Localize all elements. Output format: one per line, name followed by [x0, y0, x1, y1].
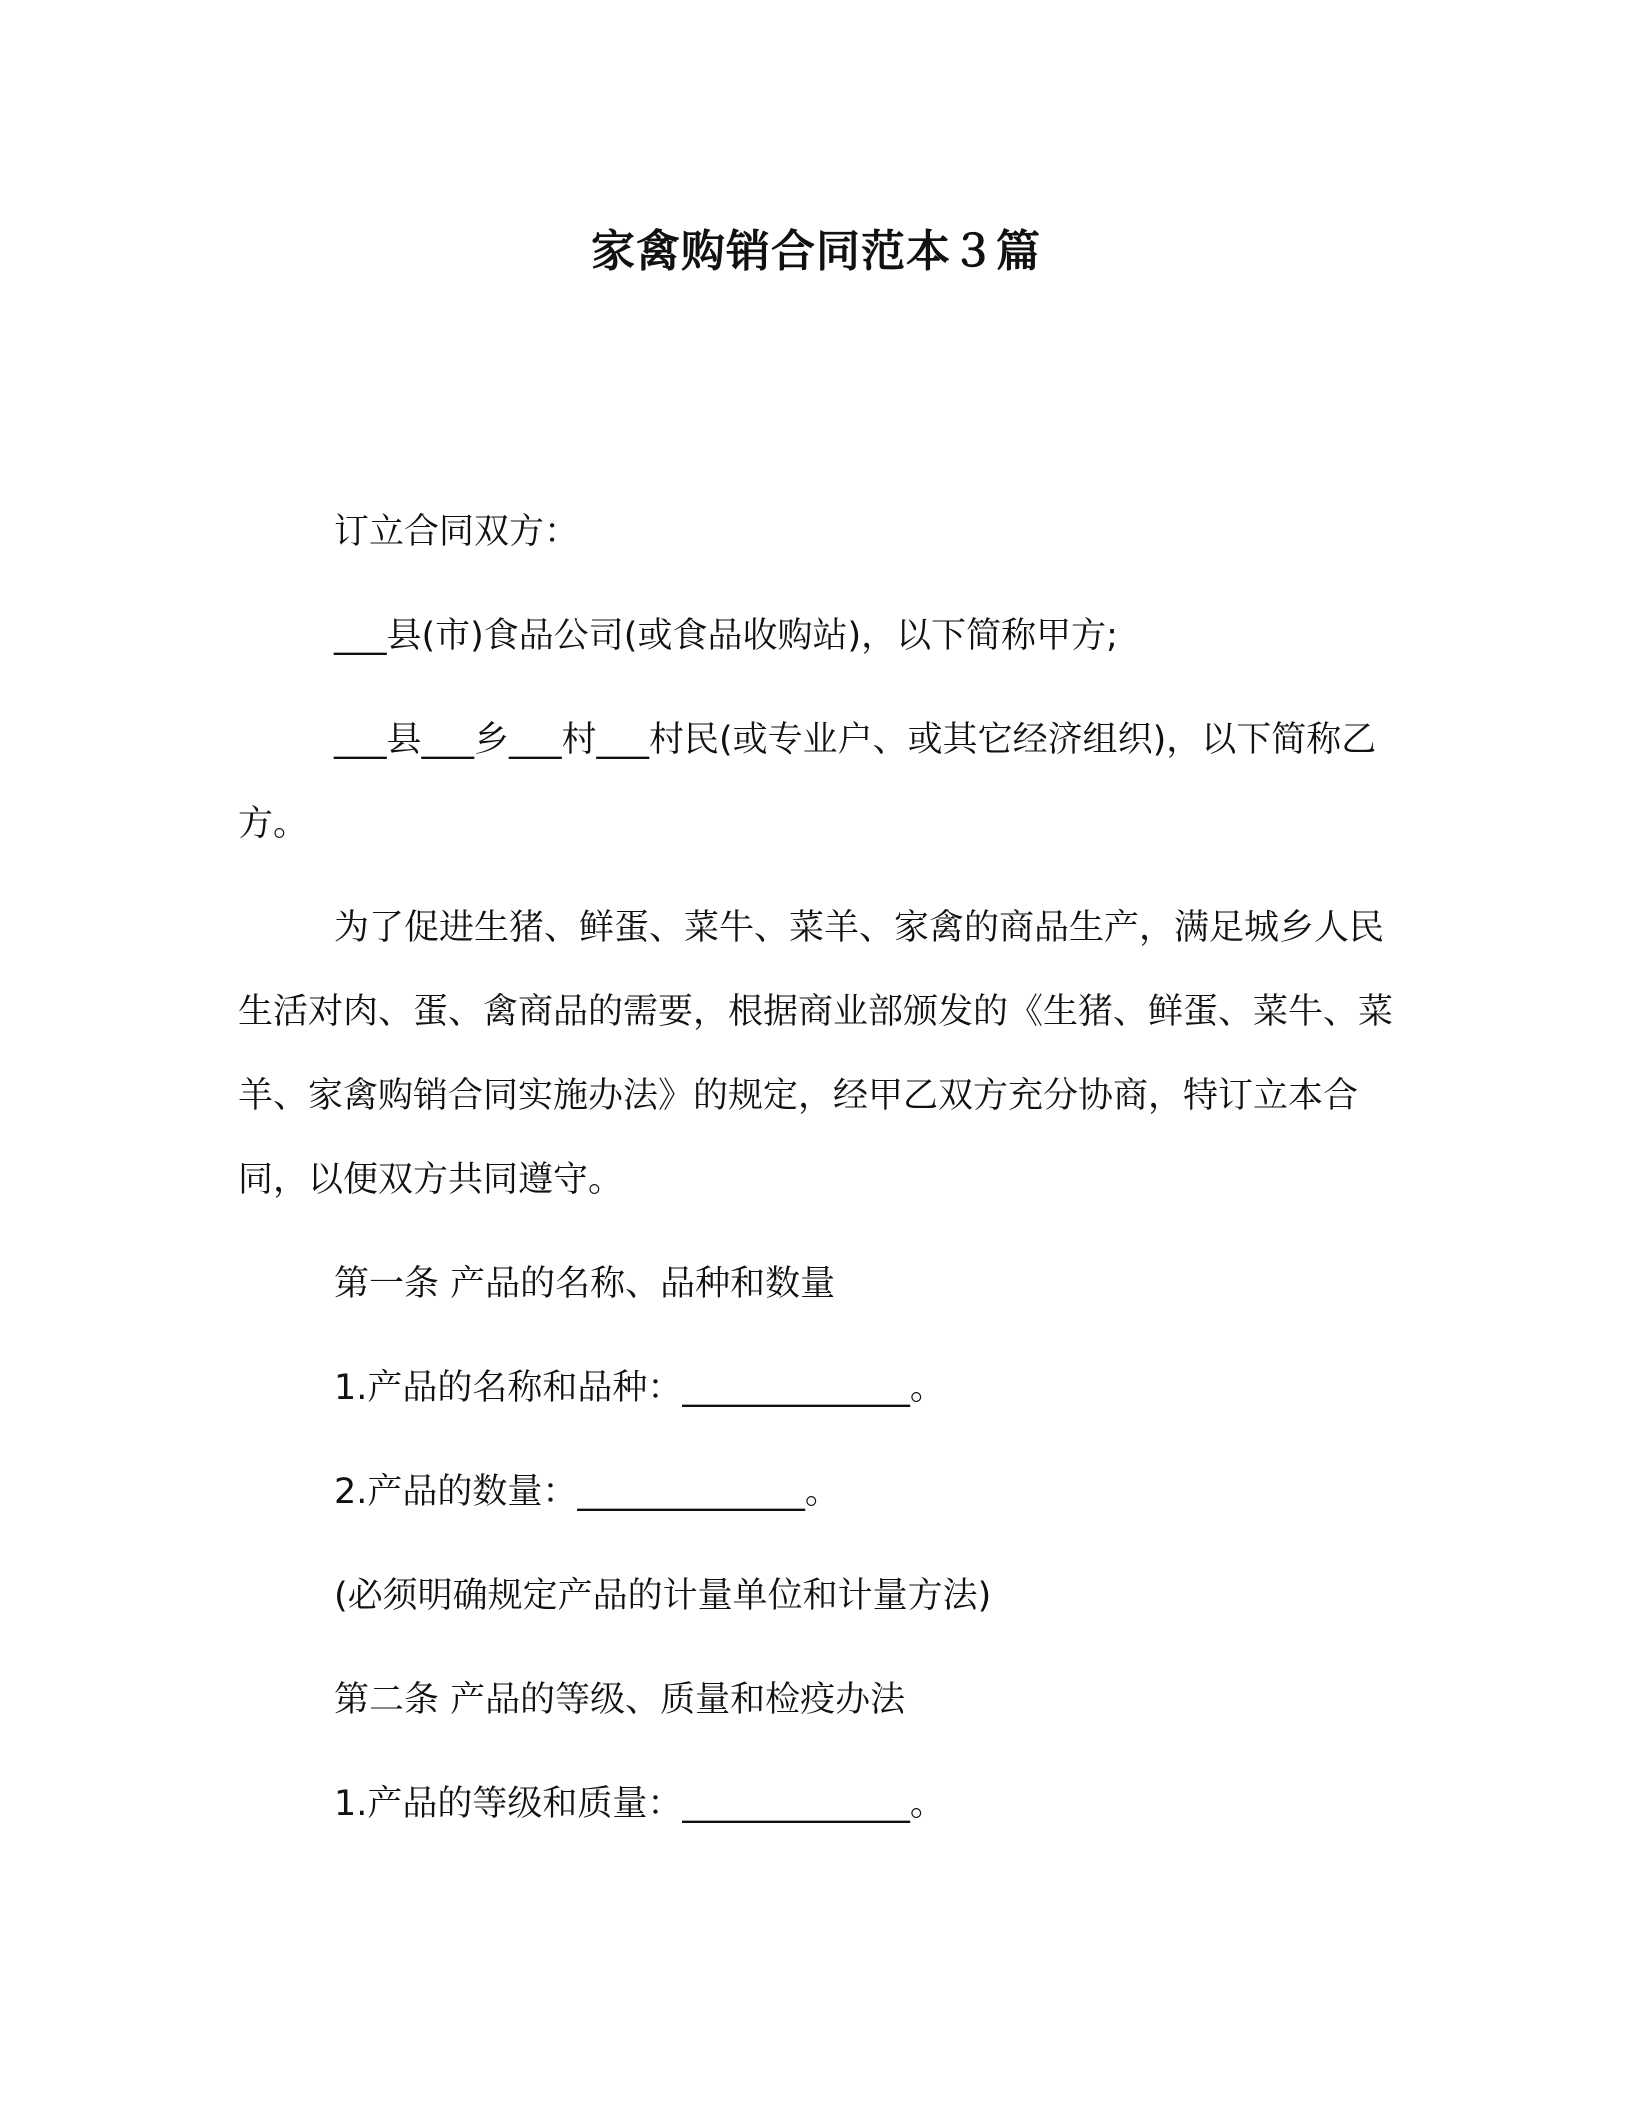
- paragraph-article-1-note: (必须明确规定产品的计量单位和计量方法): [334, 1576, 992, 1616]
- paragraph-article-1-item-2: 2.产品的数量：_____________。: [334, 1472, 840, 1512]
- paragraph-article-2-item-1: 1.产品的等级和质量：_____________。: [334, 1784, 945, 1824]
- paragraph-article-1-heading: 第一条 产品的名称、品种和数量: [334, 1264, 836, 1304]
- paragraph-article-1-item-1: 1.产品的名称和品种：_____________。: [334, 1368, 945, 1408]
- paragraph-article-2-heading: 第二条 产品的等级、质量和检疫办法: [334, 1680, 906, 1720]
- paragraph-party-a: ___县(市)食品公司(或食品收购站)，以下简称甲方;: [334, 616, 1118, 656]
- paragraph-preamble: 为了促进生猪、鲜蛋、菜牛、菜羊、家禽的商品生产，满足城乡人民生活对肉、蛋、禽商品的需要，根据商业部颁发的《生猪、鲜蛋、菜牛、菜羊、家禽购销合同实施办法》的规定，经甲乙双方充分协商，特订立本合同，以便双方共同遵守。: [238, 908, 1394, 1200]
- paragraph-parties-heading: 订立合同双方：: [334, 512, 580, 552]
- paragraph-party-b: ___县___乡___村___村民(或专业户、或其它经济组织)，以下简称乙方。: [238, 720, 1377, 844]
- document-body: [238, 490, 1398, 1866]
- document-title: 家禽购销合同范本３篇: [591, 226, 1041, 277]
